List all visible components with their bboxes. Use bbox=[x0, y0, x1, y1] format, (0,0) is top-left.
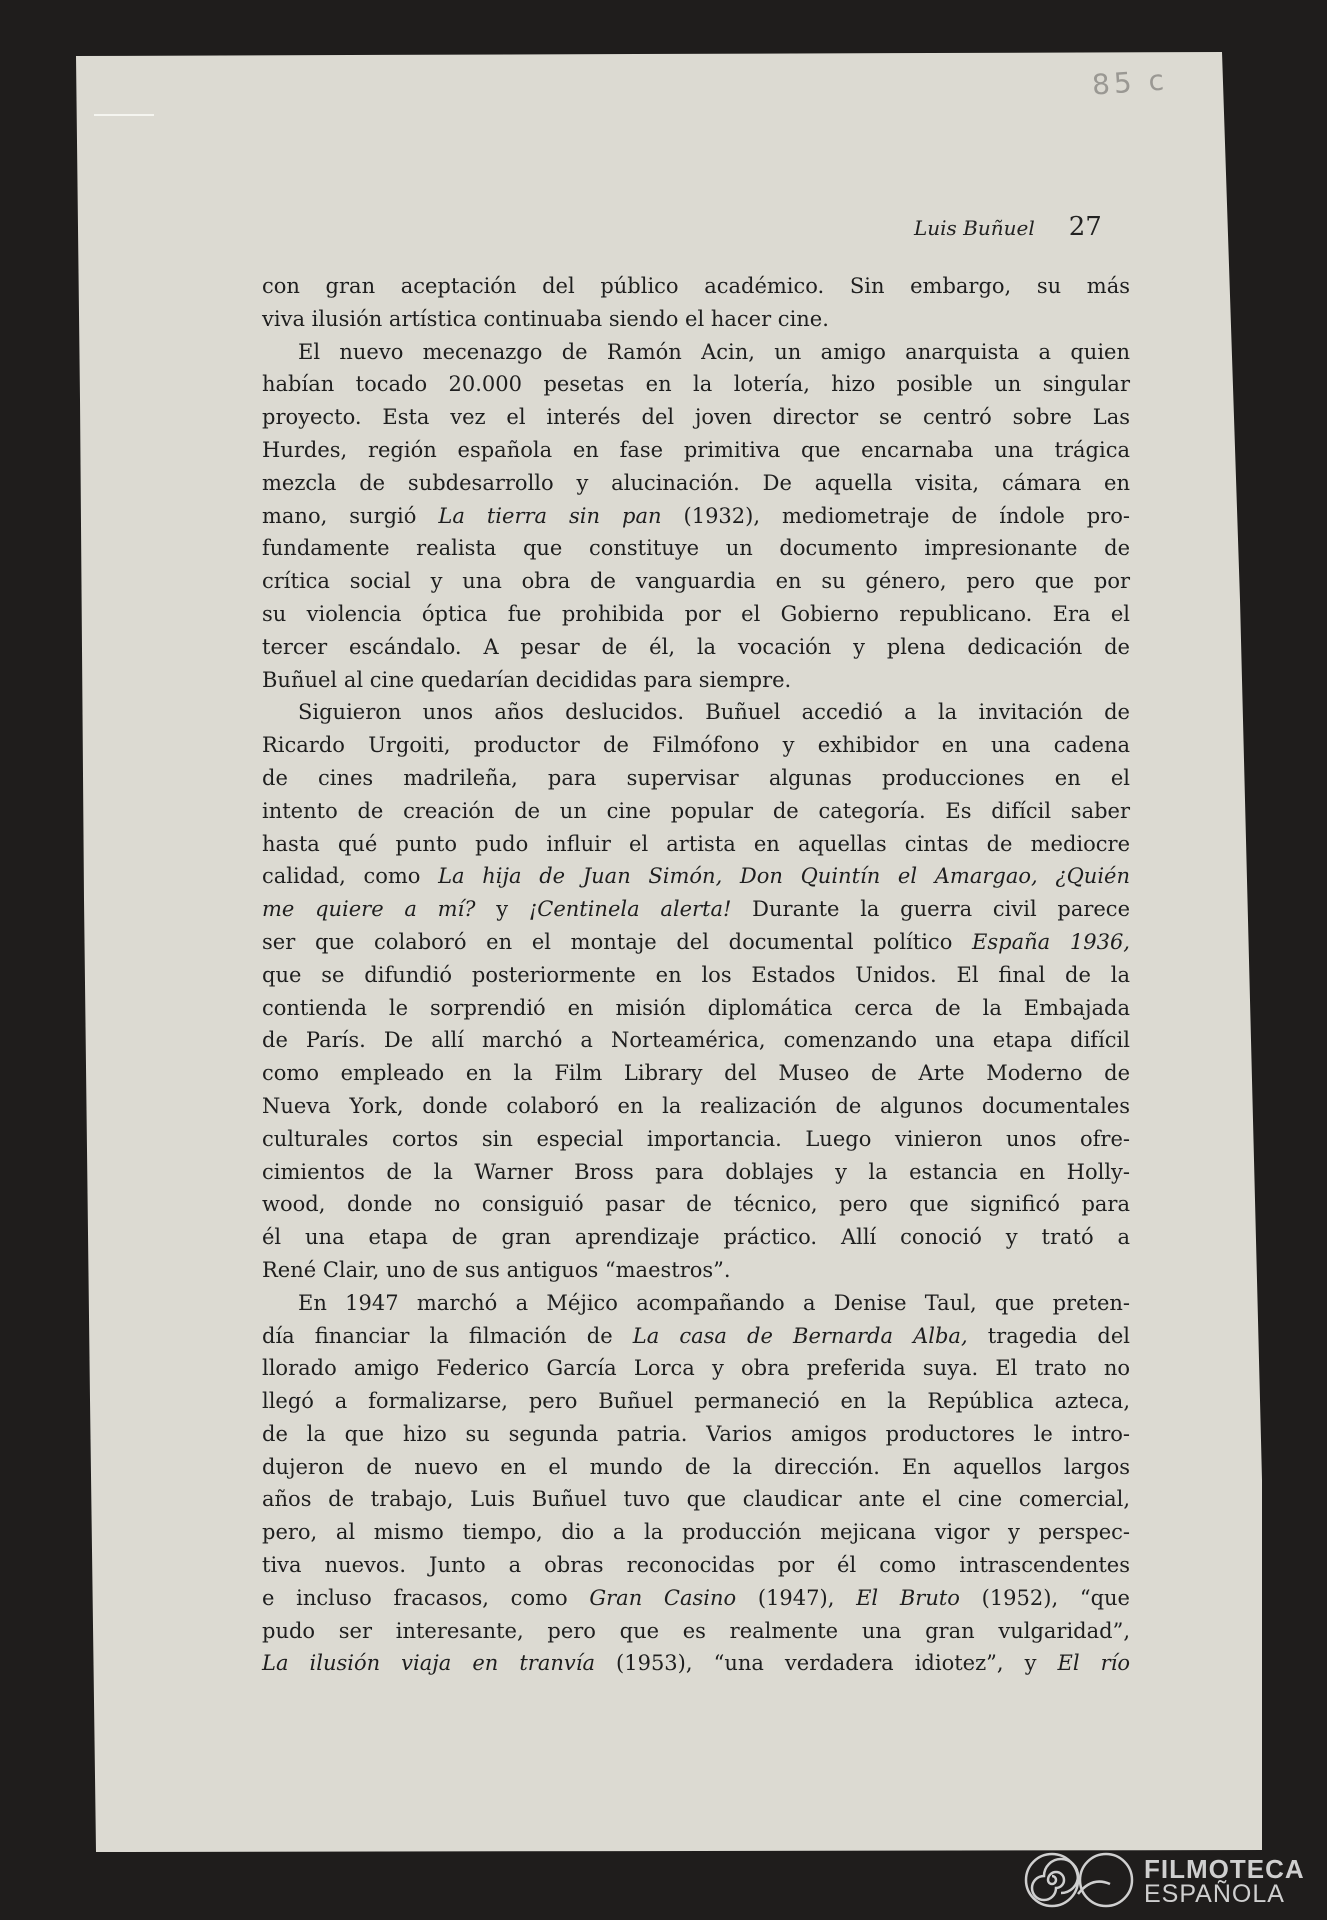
text-span: (1952), “que bbox=[959, 1585, 1130, 1610]
text-line bbox=[262, 729, 1130, 762]
text-span: habían tocado 20.000 pesetas en la lotería, hizo posible un singular bbox=[262, 372, 1130, 397]
text-line bbox=[262, 368, 1130, 401]
italic-title: El río bbox=[1057, 1651, 1131, 1676]
text-line bbox=[262, 1418, 1130, 1451]
text-line bbox=[262, 1320, 1130, 1353]
italic-title: La tierra sin pan bbox=[438, 503, 662, 528]
text-span: y bbox=[475, 897, 529, 922]
text-line bbox=[262, 1188, 1130, 1221]
text-line bbox=[262, 1582, 1130, 1615]
text-span: su violencia óptica fue prohibida por el Gobierno republicano. Era el bbox=[262, 601, 1130, 626]
text-span: intento de creación de un cine popular de categoría. Es difícil saber bbox=[262, 798, 1130, 823]
text-line bbox=[262, 1024, 1130, 1057]
text-span: pero, al mismo tiempo, dio a la producción mejicana vigor y perspec- bbox=[262, 1520, 1130, 1545]
italic-title: España 1936, bbox=[972, 929, 1130, 954]
text-line bbox=[262, 696, 1130, 729]
text-line bbox=[262, 565, 1130, 598]
italic-title: me quiere a mí? bbox=[262, 897, 476, 922]
text-span: Nueva York, donde colaboró en la realización de algunos documentales bbox=[262, 1093, 1130, 1118]
text-line bbox=[262, 926, 1130, 959]
text-span: de París. De allí marchó a Norteamérica, comenzando una etapa difícil bbox=[262, 1028, 1130, 1053]
logo-subtitle: ESPAÑOLA bbox=[1144, 1880, 1285, 1908]
text-span: En 1947 marchó a Méjico acompañando a Denise Taul, que preten- bbox=[298, 1290, 1130, 1315]
text-span: con gran aceptación del público académico. Sin embargo, su más bbox=[262, 274, 1130, 298]
text-line bbox=[262, 1549, 1130, 1582]
text-span: ser que colaboró en el montaje del documental político bbox=[262, 929, 973, 954]
text-span: de la que hizo su segunda patria. Varios amigos productores le intro- bbox=[262, 1421, 1130, 1446]
italic-title: ¡Centinela alerta! bbox=[528, 897, 732, 922]
text-span: (1932), mediometraje de índole pro- bbox=[661, 503, 1130, 528]
page-number: 27 bbox=[1068, 212, 1102, 242]
text-span: contienda le sorprendió en misión diplomática cerca de la Embajada bbox=[262, 995, 1130, 1020]
text-span: (1953), “una verdadera idiotez”, y bbox=[594, 1651, 1058, 1676]
text-span: fundamente realista que constituye un documento impresionante de bbox=[262, 536, 1130, 561]
text-line bbox=[262, 336, 1130, 369]
text-line bbox=[262, 795, 1130, 828]
text-span: Durante la guerra civil parece bbox=[731, 897, 1130, 922]
text-line bbox=[262, 434, 1130, 467]
italic-title: La casa de Bernarda Alba, bbox=[632, 1323, 968, 1348]
text-span: llegó a formalizarse, pero Buñuel permaneció en la República azteca, bbox=[262, 1389, 1130, 1414]
text-span: proyecto. Esta vez el interés del joven director se centró sobre Las bbox=[262, 405, 1130, 430]
text-span: El nuevo mecenazgo de Ramón Acin, un amigo anarquista a quien bbox=[298, 339, 1130, 364]
text-span: calidad, como bbox=[262, 864, 439, 889]
text-line bbox=[262, 1090, 1130, 1123]
text-span: hasta qué punto pudo influir el artista en aquellas cintas de mediocre bbox=[262, 831, 1130, 856]
text-line bbox=[262, 401, 1130, 434]
text-line bbox=[262, 1451, 1130, 1484]
text-line bbox=[262, 1254, 1130, 1287]
italic-title: La ilusión viaja en tranvía bbox=[262, 1651, 595, 1676]
text-span: llorado amigo Federico García Lorca y obra preferida suya. El trato no bbox=[262, 1356, 1130, 1381]
text-span: él una etapa de gran aprendizaje práctico. Allí conoció y trató a bbox=[262, 1225, 1130, 1250]
text-span: dujeron de nuevo en el mundo de la dirección. En aquellos largos bbox=[262, 1454, 1130, 1479]
text-span: años de trabajo, Luis Buñuel tuvo que claudicar ante el cine comercial, bbox=[262, 1487, 1130, 1512]
text-span: Buñuel al cine quedarían decididas para siempre. bbox=[262, 667, 792, 692]
text-line bbox=[262, 1156, 1130, 1189]
italic-title: Gran Casino bbox=[589, 1585, 737, 1610]
text-line bbox=[262, 1615, 1130, 1648]
text-line bbox=[262, 959, 1130, 992]
text-line bbox=[262, 893, 1130, 926]
text-span: tiva nuevos. Junto a obras reconocidas por él como intrascendentes bbox=[262, 1553, 1130, 1578]
text-line bbox=[262, 532, 1130, 565]
text-line bbox=[262, 1057, 1130, 1090]
text-line bbox=[262, 1647, 1130, 1680]
text-span: René Clair, uno de sus antiguos “maestros”. bbox=[262, 1257, 731, 1282]
text-line bbox=[262, 1287, 1130, 1320]
text-span: Hurdes, región española en fase primitiva que encarnaba una trágica bbox=[262, 437, 1130, 462]
text-span: mano, surgió bbox=[262, 503, 439, 528]
handwritten-annotation: 85 c bbox=[1090, 63, 1169, 102]
text-line bbox=[262, 828, 1130, 861]
italic-title: El Bruto bbox=[856, 1585, 960, 1610]
text-span: de cines madrileña, para supervisar algunas producciones en el bbox=[262, 765, 1130, 790]
text-span: crítica social y una obra de vanguardia en su género, pero que por bbox=[262, 569, 1130, 594]
text-line bbox=[262, 860, 1130, 893]
text-line bbox=[262, 1385, 1130, 1418]
staple-mark bbox=[94, 114, 154, 116]
text-line bbox=[262, 1221, 1130, 1254]
text-span: cimientos de la Warner Bross para doblajes y la estancia en Holly- bbox=[262, 1159, 1130, 1184]
text-span: tragedia del bbox=[967, 1323, 1130, 1348]
text-line bbox=[262, 631, 1130, 664]
text-span: tercer escándalo. A pesar de él, la vocación y plena dedicación de bbox=[262, 634, 1130, 659]
text-line bbox=[262, 467, 1130, 500]
text-line bbox=[262, 303, 1130, 336]
text-span: mezcla de subdesarrollo y alucinación. De aquella visita, cámara en bbox=[262, 470, 1130, 495]
text-span: e incluso fracasos, como bbox=[262, 1585, 590, 1610]
text-span: culturales cortos sin especial importancia. Luego vinieron unos ofre- bbox=[262, 1126, 1130, 1151]
text-line bbox=[262, 270, 1130, 303]
text-span: que se difundió posteriormente en los Estados Unidos. El final de la bbox=[262, 962, 1130, 987]
text-line bbox=[262, 1352, 1130, 1385]
body-text bbox=[262, 270, 1130, 1680]
filmoteca-logo bbox=[1020, 1850, 1320, 1910]
italic-title: La hija de Juan Simón, Don Quintín el Amargao, ¿Quién bbox=[438, 864, 1131, 889]
text-span: Ricardo Urgoiti, productor de Filmófono y exhibidor en una cadena bbox=[262, 733, 1130, 758]
text-line bbox=[262, 1483, 1130, 1516]
text-span: wood, donde no consiguió pasar de técnico, pero que significó para bbox=[262, 1192, 1130, 1217]
logo-title: FILMOTECA bbox=[1144, 1854, 1305, 1884]
text-line bbox=[262, 992, 1130, 1025]
text-span: Siguieron unos años deslucidos. Buñuel accedió a la invitación de bbox=[298, 700, 1130, 725]
text-line bbox=[262, 762, 1130, 795]
text-line bbox=[262, 500, 1130, 533]
text-span: como empleado en la Film Library del Museo de Arte Moderno de bbox=[262, 1061, 1130, 1086]
text-span: día financiar la filmación de bbox=[262, 1323, 633, 1348]
text-line bbox=[262, 1516, 1130, 1549]
text-line bbox=[262, 598, 1130, 631]
running-header bbox=[914, 212, 1102, 242]
spiral-logo-icon bbox=[1020, 1850, 1140, 1910]
text-span: pudo ser interesante, pero que es realmente una gran vulgaridad”, bbox=[262, 1618, 1130, 1643]
text-span: (1947), bbox=[736, 1585, 857, 1610]
text-span: viva ilusión artística continuaba siendo el hacer cine. bbox=[262, 306, 829, 331]
text-line bbox=[262, 1123, 1130, 1156]
text-line bbox=[262, 664, 1130, 697]
running-title: Luis Buñuel bbox=[914, 216, 1035, 240]
